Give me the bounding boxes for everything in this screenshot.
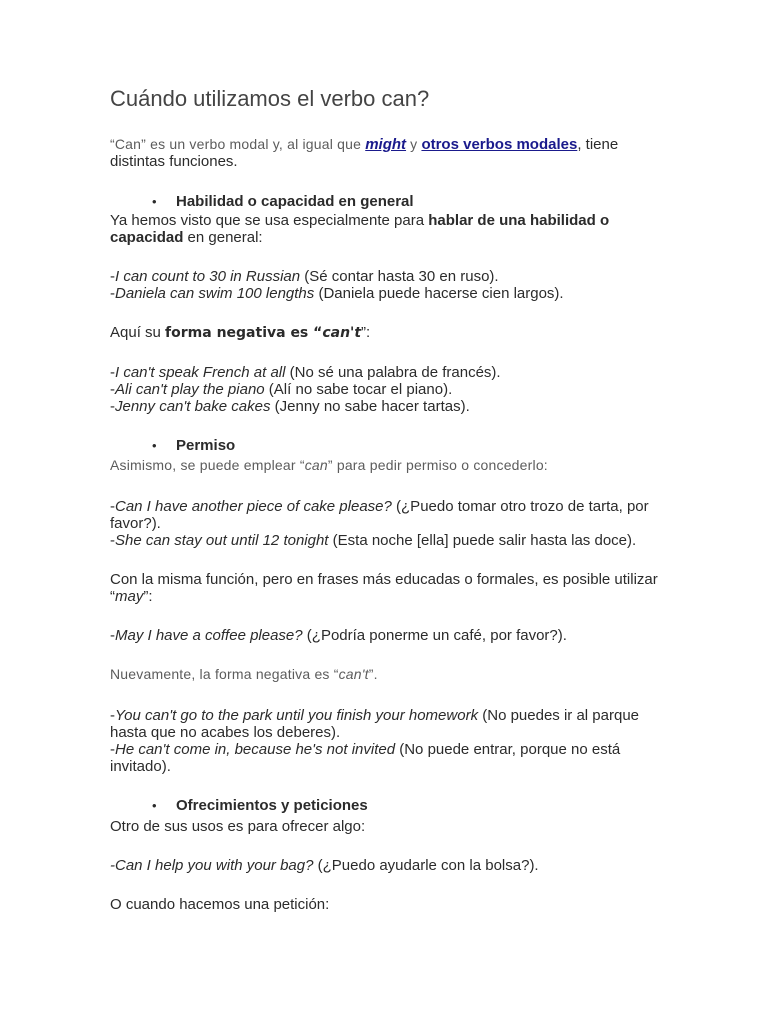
bullet-icon: • bbox=[152, 438, 157, 453]
might-link[interactable]: might bbox=[365, 136, 407, 153]
intro-paragraph bbox=[110, 136, 670, 170]
negative-form-intro: Aquí su forma negativa es “can't”: bbox=[110, 324, 371, 341]
formal-usage-paragraph: Con la misma función, pero en frases más educadas o formales, es posible utilizar “may”: bbox=[110, 571, 658, 605]
offers-description: Otro de sus usos es para ofrecer algo: bbox=[110, 818, 366, 835]
bullet-icon: • bbox=[152, 798, 157, 813]
negative-example: -Ali can't play the piano (Alí no sabe tocar el piano). bbox=[110, 381, 453, 398]
heading-text: Permiso bbox=[176, 437, 236, 454]
ability-example: -I can count to 30 in Russian (Sé contar hasta 30 en ruso). bbox=[110, 268, 499, 285]
ability-example: -Daniela can swim 100 lengths (Daniela puede hacerse cien largos). bbox=[110, 285, 564, 302]
ability-description: Ya hemos visto que se usa especialmente para hablar de una habilidad o capacidad en general: bbox=[110, 212, 610, 246]
page-title: Cuándo utilizamos el verbo can? bbox=[110, 86, 430, 111]
section-heading-permission bbox=[110, 437, 670, 454]
negative-example: -He can't come in, because he's not invited (No puede entrar, porque no está invitado). bbox=[110, 741, 621, 775]
negative-example: -Jenny can't bake cakes (Jenny no sabe hacer tartas). bbox=[110, 398, 470, 415]
bullet-icon: • bbox=[152, 194, 157, 209]
permission-description: Asimismo, se puede emplear “can” para pedir permiso o concederlo: bbox=[110, 457, 548, 473]
negative-form-intro-2: Nuevamente, la forma negativa es “can't”. bbox=[110, 666, 378, 682]
permission-example: -Can I have another piece of cake please? (¿Puedo tomar otro trozo de tarta, por favor?). bbox=[110, 498, 649, 532]
intro-connector: y bbox=[406, 136, 422, 152]
section-heading-offers bbox=[110, 797, 670, 814]
request-intro: O cuando hacemos una petición: bbox=[110, 896, 330, 913]
permission-example: -She can stay out until 12 tonight (Esta noche [ella] puede salir hasta las doce). bbox=[110, 532, 637, 549]
heading-text: Ofrecimientos y peticiones bbox=[176, 797, 368, 814]
document-body bbox=[110, 84, 670, 913]
heading-text: Habilidad o capacidad en general bbox=[176, 193, 414, 210]
negative-example: -You can't go to the park until you finish your homework (No puedes ir al parque hasta que no acabes los deberes). bbox=[110, 707, 640, 741]
offer-example: -Can I help you with your bag? (¿Puedo ayudarle con la bolsa?). bbox=[110, 857, 539, 874]
intro-text: “Can” es un verbo modal y, al igual que bbox=[110, 136, 366, 152]
may-example: -May I have a coffee please? (¿Podría ponerme un café, por favor?). bbox=[110, 627, 567, 644]
negative-example: -I can't speak French at all (No sé una palabra de francés). bbox=[110, 364, 501, 381]
section-heading-ability bbox=[110, 193, 670, 210]
intro-tail: , tiene distintas funciones. bbox=[110, 136, 619, 170]
modal-verbs-link[interactable]: otros verbos modales bbox=[421, 136, 578, 153]
